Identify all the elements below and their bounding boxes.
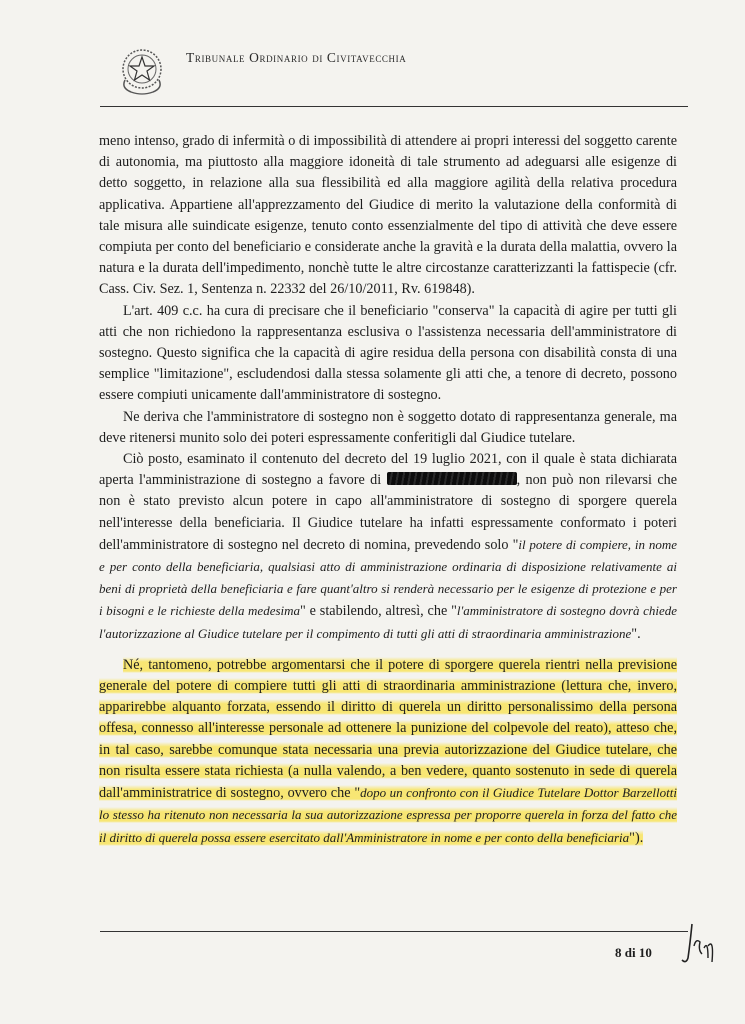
page-number: 8 di 10 [615, 945, 652, 960]
decree-quote: l'amministratore di sostegno dovrà chiede l'autorizzazione al Giudice tutelare per il compimento di tutti gli atti di straordinaria amministrazione [99, 603, 677, 641]
redacted-name [387, 472, 517, 485]
italian-republic-emblem-icon [117, 44, 167, 96]
handwritten-initials [678, 918, 720, 968]
court-name: Tribunale Ordinario di Civitavecchia [186, 50, 407, 65]
paragraph-text: , non può non rilevarsi che non è stato previsto alcun potere in capo all'amministratore di sostegno di sporgere querela nell'interesse della beneficiaria. Il Giudice tutelare ha infatti espressamente conformato i poteri dell'amministratore di sostegno nel decreto di nomina, prevedendo solo " [99, 472, 678, 553]
highlighted-paragraph [99, 655, 677, 849]
paragraph-text: "). [629, 829, 644, 846]
paragraph: meno intenso, grado di infermità o di impossibilità di attendere ai propri interessi del soggetto carente di autonomia, ma piuttosto alla maggiore idoneità di tale strumento ad adeguarsi alle esigenze di detto soggetto, in relazione alla sua flessibilità ed alla maggiore agilità della relativa procedura applicativa. Appartiene all'apprezzamento del Giudice di merito la valutazione della conformità di tale misura alle suindicate esigenze, tenuto conto essenzialmente del tipo di attività che deve essere compiuta per conto del beneficiario e considerate anche la gravità e la durata della malattia, ovvero la natura e la durata dell'impedimento, nonchè tutte le altre circostanze caratterizzanti la fattispecie (cfr. Cass. Civ. Sez. 1, Sentenza n. 22332 del 26/10/2011, Rv. 619848). [99, 133, 677, 298]
decree-quote: il potere di compiere, in nome e per conto della beneficiaria, qualsiasi atto di amministrazione ordinaria di disposizione relativamente ai beni di proprietà della beneficiaria e fare quant'altro si renderà necessario per le esigenze di protezione e per i bisogni e le richieste della medesima [99, 536, 677, 619]
paragraph: L'art. 409 c.c. ha cura di precisare che il beneficiario "conserva" la capacità di agire per tutti gli atti che non richiedono la rappresentanza esclusiva o l'assistenza necessaria dell'amministratore di sostegno. Questo significa che la capacità di agire residua della persona con disabilità consta di una semplice "limitazione", escludendosi dalla stessa solamente gli atti che, a tenore di decreto, possono essere compiuti unicamente dall'amministratore di sostegno. [99, 302, 677, 404]
querela-quote: dopo un confronto con il Giudice Tutelare Dottor Barzellotti lo stesso ha ritenuto non necessaria la sua autorizzazione espressa per proporre querela in forza del fatto che il diritto di querela possa essere esercitato dall'Amministratore in nome e per conto della beneficiaria [99, 785, 677, 845]
paragraph-text: Ciò posto, esaminato il contenuto del decreto del 19 luglio 2021, con il quale è stata dichiarata aperta l'amministrazione di sostegno a favore di [99, 451, 677, 489]
document-body [99, 131, 677, 849]
header-divider [100, 106, 688, 107]
paragraph-text: ". [631, 625, 641, 642]
paragraph [99, 449, 677, 645]
paragraph-text: " e stabilendo, altresì, che " [300, 603, 457, 620]
paragraph-text: Né, tantomeno, potrebbe argomentarsi che il potere di sporgere querela rientri nella previsione generale del potere di compiere tutti gli atti di straordinaria amministrazione (lettura che, invero, apparirebbe alquanto forzata, essendo il diritto di querela un diritto personalissimo della persona offesa, connesso all'interesse personale ad ottenere la punizione del colpevole del reato), atteso che, in tal caso, sarebbe comunque stata necessaria una previa autorizzazione del Giudice tutelare, che non risulta essere stata richiesta (a nulla valendo, a ben vedere, quanto sostenuto in sede di querela dall'amministratrice di sostegno, ovvero che " [99, 656, 677, 802]
footer-divider [100, 931, 688, 932]
paragraph: Ne deriva che l'amministratore di sostegno non è soggetto dotato di rappresentanza generale, ma deve ritenersi munito solo dei poteri espressamente conferitigli dal Giudice tutelare. [99, 408, 677, 446]
